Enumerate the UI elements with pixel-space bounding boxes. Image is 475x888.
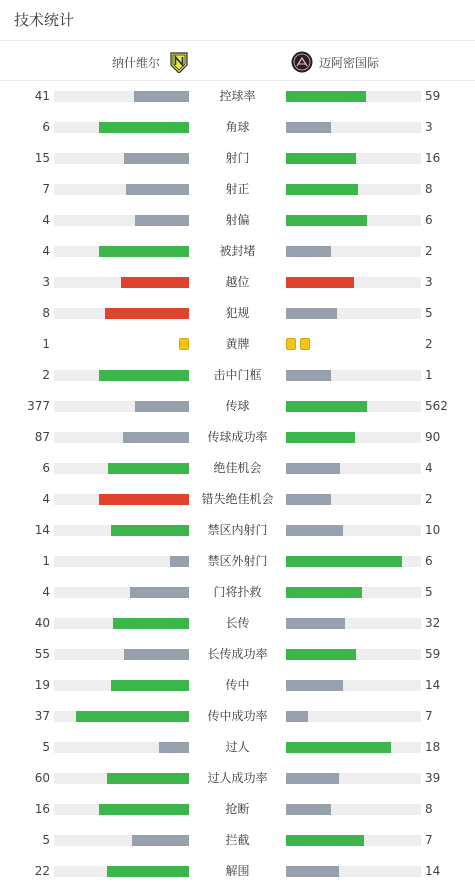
stat-label: 击中门框 xyxy=(213,368,262,382)
home-yellow-cards xyxy=(179,338,189,351)
home-team-name: 纳什维尔 xyxy=(112,55,161,70)
stat-row xyxy=(0,484,475,515)
home-stat-value: 2 xyxy=(42,368,50,382)
stat-label: 过人 xyxy=(225,740,250,754)
away-stat-bar xyxy=(286,835,421,846)
home-stat-value: 7 xyxy=(42,182,50,196)
away-stat-bar xyxy=(286,773,421,784)
stat-row xyxy=(0,143,475,174)
away-stat-bar-fill xyxy=(286,401,367,412)
home-stat-bar xyxy=(54,866,189,877)
away-stat-bar xyxy=(286,494,421,505)
away-stat-bar-fill xyxy=(286,494,331,505)
stat-row xyxy=(0,608,475,639)
home-stat-value: 5 xyxy=(42,740,50,754)
away-stat-bar-fill xyxy=(286,215,367,226)
home-stat-bar-fill xyxy=(107,773,189,784)
away-stat-bar xyxy=(286,91,421,102)
home-stat-bar-fill xyxy=(124,649,189,660)
home-stat-bar-fill xyxy=(99,494,189,505)
away-stat-bar xyxy=(286,649,421,660)
home-stat-bar xyxy=(54,184,189,195)
stat-label: 角球 xyxy=(225,120,250,134)
home-stat-value: 60 xyxy=(34,771,50,785)
away-stat-bar xyxy=(286,401,421,412)
home-stat-bar-fill xyxy=(126,184,189,195)
stat-label: 门将扑救 xyxy=(213,585,262,599)
stat-row xyxy=(0,205,475,236)
stat-row xyxy=(0,856,475,887)
home-stat-value: 1 xyxy=(42,554,50,568)
home-stat-bar xyxy=(54,556,189,567)
home-stat-value: 377 xyxy=(27,399,50,413)
home-stat-value: 14 xyxy=(34,523,50,537)
home-stat-bar xyxy=(54,308,189,319)
home-stat-bar-fill xyxy=(132,835,189,846)
stat-row xyxy=(0,81,475,112)
yellow-card-icon xyxy=(286,338,296,350)
away-stat-bar-fill xyxy=(286,184,358,195)
away-stat-bar xyxy=(286,308,421,319)
away-stat-bar xyxy=(286,804,421,815)
away-stat-value: 14 xyxy=(425,864,441,878)
stat-label: 犯规 xyxy=(225,306,250,320)
away-stat-bar xyxy=(286,866,421,877)
away-stat-bar-fill xyxy=(286,618,345,629)
away-stat-bar-fill xyxy=(286,525,343,536)
home-team[interactable] xyxy=(112,44,190,80)
stat-label: 射偏 xyxy=(225,213,250,227)
home-stat-bar-fill xyxy=(124,153,189,164)
stat-label: 传球成功率 xyxy=(207,430,268,444)
away-team-name: 迈阿密国际 xyxy=(319,55,380,70)
stat-row xyxy=(0,174,475,205)
away-stat-value: 10 xyxy=(425,523,441,537)
away-stat-bar xyxy=(286,742,421,753)
away-stat-bar xyxy=(286,277,421,288)
stat-label: 控球率 xyxy=(219,89,256,103)
stat-row xyxy=(0,577,475,608)
home-stat-value: 3 xyxy=(42,275,50,289)
home-stat-bar xyxy=(54,618,189,629)
away-stat-bar-fill xyxy=(286,587,362,598)
home-stat-value: 22 xyxy=(34,864,50,878)
away-stat-value: 3 xyxy=(425,275,433,289)
yellow-card-icon xyxy=(179,338,189,350)
stat-label: 禁区内射门 xyxy=(207,523,268,537)
home-stat-bar xyxy=(54,246,189,257)
away-stat-bar xyxy=(286,680,421,691)
away-stat-bar xyxy=(286,370,421,381)
home-stat-bar xyxy=(54,432,189,443)
home-stat-bar xyxy=(54,122,189,133)
home-stat-bar-fill xyxy=(135,401,189,412)
away-stat-bar-fill xyxy=(286,742,391,753)
home-stat-bar xyxy=(54,649,189,660)
home-stat-bar xyxy=(54,835,189,846)
stat-row xyxy=(0,453,475,484)
stat-row xyxy=(0,763,475,794)
home-stat-value: 4 xyxy=(42,244,50,258)
away-stat-bar-fill xyxy=(286,773,339,784)
stat-row xyxy=(0,422,475,453)
stat-row xyxy=(0,112,475,143)
stat-label: 射门 xyxy=(225,151,250,165)
away-stat-bar-fill xyxy=(286,680,343,691)
away-stat-value: 59 xyxy=(425,89,441,103)
away-stat-bar-fill xyxy=(286,432,355,443)
stat-row xyxy=(0,298,475,329)
away-stat-bar xyxy=(286,153,421,164)
stat-row xyxy=(0,670,475,701)
stat-label: 解围 xyxy=(225,864,250,878)
home-stat-bar xyxy=(54,370,189,381)
home-stat-bar-fill xyxy=(76,711,189,722)
stat-label: 越位 xyxy=(225,275,250,289)
away-stat-value: 18 xyxy=(425,740,441,754)
home-stat-bar-fill xyxy=(111,680,189,691)
away-stat-value: 1 xyxy=(425,368,433,382)
stat-row xyxy=(0,515,475,546)
away-stat-value: 6 xyxy=(425,554,433,568)
away-stat-bar-fill xyxy=(286,556,402,567)
home-stat-bar xyxy=(54,680,189,691)
home-stat-bar-fill xyxy=(111,525,189,536)
away-stat-bar-fill xyxy=(286,649,356,660)
home-stat-value: 5 xyxy=(42,833,50,847)
stat-label: 过人成功率 xyxy=(207,771,268,785)
stat-row xyxy=(0,391,475,422)
home-stat-value: 4 xyxy=(42,585,50,599)
home-stat-bar xyxy=(54,401,189,412)
away-stat-bar xyxy=(286,122,421,133)
home-stat-bar xyxy=(54,277,189,288)
home-stat-value: 55 xyxy=(34,647,50,661)
home-stat-bar-fill xyxy=(108,463,189,474)
away-stat-value: 2 xyxy=(425,492,433,506)
home-stat-bar xyxy=(54,91,189,102)
away-stat-value: 14 xyxy=(425,678,441,692)
home-stat-bar-fill xyxy=(105,308,189,319)
away-stat-value: 562 xyxy=(425,399,448,413)
away-stat-bar-fill xyxy=(286,463,340,474)
stat-label: 射正 xyxy=(225,182,250,196)
away-stat-value: 59 xyxy=(425,647,441,661)
away-stat-bar-fill xyxy=(286,122,331,133)
home-stat-value: 40 xyxy=(34,616,50,630)
home-stat-value: 1 xyxy=(42,337,50,351)
home-stat-bar xyxy=(54,711,189,722)
away-stat-value: 5 xyxy=(425,585,433,599)
away-stat-bar-fill xyxy=(286,246,331,257)
home-stat-bar-fill xyxy=(99,804,189,815)
home-stat-value: 6 xyxy=(42,461,50,475)
away-stat-value: 39 xyxy=(425,771,441,785)
home-stat-value: 15 xyxy=(34,151,50,165)
home-stat-bar xyxy=(54,742,189,753)
away-stat-value: 7 xyxy=(425,833,433,847)
away-stat-bar-fill xyxy=(286,835,364,846)
home-stat-bar-fill xyxy=(113,618,189,629)
stat-row xyxy=(0,732,475,763)
away-stat-value: 7 xyxy=(425,709,433,723)
stat-row xyxy=(0,236,475,267)
home-stat-value: 6 xyxy=(42,120,50,134)
stat-row xyxy=(0,701,475,732)
home-stat-bar xyxy=(54,494,189,505)
home-stat-bar-fill xyxy=(107,866,189,877)
home-stat-bar-fill xyxy=(130,587,189,598)
away-stat-value: 6 xyxy=(425,213,433,227)
away-stat-bar xyxy=(286,215,421,226)
home-stat-bar xyxy=(54,773,189,784)
away-stat-value: 5 xyxy=(425,306,433,320)
away-stat-value: 90 xyxy=(425,430,441,444)
home-stat-bar-fill xyxy=(170,556,189,567)
home-stat-value: 19 xyxy=(34,678,50,692)
stat-label: 黄牌 xyxy=(225,337,250,351)
home-stat-value: 16 xyxy=(34,802,50,816)
stat-row xyxy=(0,639,475,670)
home-stat-value: 4 xyxy=(42,213,50,227)
away-stat-bar-fill xyxy=(286,370,331,381)
stat-row xyxy=(0,329,475,360)
away-stat-bar xyxy=(286,711,421,722)
away-stat-value: 8 xyxy=(425,182,433,196)
stat-label: 抢断 xyxy=(225,802,250,816)
stats-list xyxy=(0,81,475,887)
away-stat-bar xyxy=(286,556,421,567)
stat-label: 传球 xyxy=(225,399,250,413)
away-stat-value: 2 xyxy=(425,244,433,258)
stat-label: 错失绝佳机会 xyxy=(201,492,274,506)
away-stat-value: 4 xyxy=(425,461,433,475)
away-stat-bar xyxy=(286,246,421,257)
teams-header xyxy=(0,44,475,80)
stat-label: 长传 xyxy=(225,616,250,630)
away-stat-bar xyxy=(286,587,421,598)
home-stat-bar-fill xyxy=(134,91,189,102)
home-stat-value: 37 xyxy=(34,709,50,723)
home-stat-bar-fill xyxy=(135,215,189,226)
home-stat-bar-fill xyxy=(99,370,189,381)
home-stat-bar xyxy=(54,804,189,815)
home-stat-value: 41 xyxy=(34,89,50,103)
page-title: 技术统计 xyxy=(14,11,75,29)
away-stat-bar-fill xyxy=(286,308,337,319)
home-stat-bar-fill xyxy=(123,432,189,443)
home-stat-value: 4 xyxy=(42,492,50,506)
home-stat-bar xyxy=(54,587,189,598)
stat-row xyxy=(0,546,475,577)
away-stat-bar-fill xyxy=(286,91,366,102)
inter-miami-logo-icon xyxy=(291,51,313,73)
home-stat-bar xyxy=(54,153,189,164)
stat-label: 被封堵 xyxy=(219,244,256,258)
stat-row xyxy=(0,360,475,391)
away-team[interactable] xyxy=(291,44,379,80)
home-stat-bar-fill xyxy=(99,122,189,133)
nashville-sc-logo-icon xyxy=(168,51,190,73)
home-stat-value: 8 xyxy=(42,306,50,320)
stat-label: 绝佳机会 xyxy=(213,461,262,475)
stat-label: 拦截 xyxy=(225,833,250,847)
away-stat-value: 3 xyxy=(425,120,433,134)
home-stat-bar xyxy=(54,215,189,226)
home-stat-bar xyxy=(54,463,189,474)
away-stat-bar xyxy=(286,463,421,474)
away-stat-bar-fill xyxy=(286,711,308,722)
home-stat-bar-fill xyxy=(159,742,189,753)
away-stat-bar xyxy=(286,184,421,195)
away-stat-bar xyxy=(286,432,421,443)
home-stat-bar-fill xyxy=(99,246,189,257)
home-stat-value: 87 xyxy=(34,430,50,444)
stat-row xyxy=(0,825,475,856)
away-stat-value: 32 xyxy=(425,616,441,630)
away-stat-bar-fill xyxy=(286,277,354,288)
stat-label: 传中成功率 xyxy=(207,709,268,723)
away-stat-bar xyxy=(286,618,421,629)
home-stat-bar xyxy=(54,525,189,536)
header-divider xyxy=(0,40,475,41)
stat-row xyxy=(0,267,475,298)
away-stat-bar-fill xyxy=(286,153,356,164)
stat-label: 禁区外射门 xyxy=(207,554,268,568)
stat-label: 传中 xyxy=(225,678,250,692)
away-stat-bar-fill xyxy=(286,804,331,815)
away-yellow-cards xyxy=(286,338,310,351)
away-stat-value: 2 xyxy=(425,337,433,351)
away-stat-value: 8 xyxy=(425,802,433,816)
away-stat-bar xyxy=(286,525,421,536)
stat-row xyxy=(0,794,475,825)
away-stat-bar-fill xyxy=(286,866,339,877)
yellow-card-icon xyxy=(300,338,310,350)
home-stat-bar-fill xyxy=(121,277,189,288)
away-stat-value: 16 xyxy=(425,151,441,165)
stat-label: 长传成功率 xyxy=(207,647,268,661)
